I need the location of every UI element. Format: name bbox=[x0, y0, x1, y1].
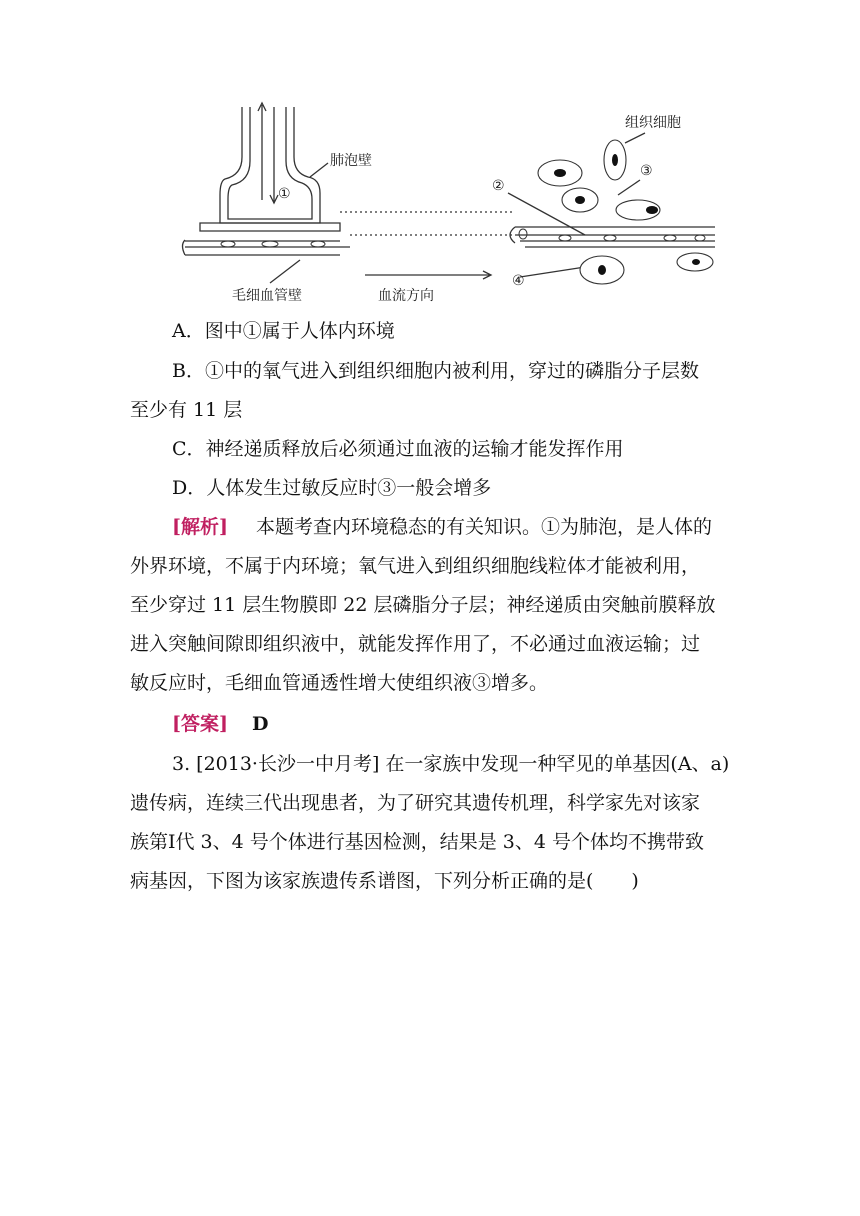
option-d: D．人体发生过敏反应时③一般会增多 bbox=[172, 477, 492, 499]
option-b-line2: 至少有 11 层 bbox=[130, 399, 243, 421]
question3-line4: 病基因，下图为该家族遗传系谱图，下列分析正确的是( ) bbox=[130, 870, 639, 892]
label-alveolar-wall: 肺泡壁 bbox=[330, 153, 372, 169]
diagram-alveolus-capillary bbox=[170, 95, 730, 310]
analysis-line3: 至少穿过 11 层生物膜即 22 层磷脂分子层；神经递质由突触前膜释放 bbox=[130, 594, 716, 616]
analysis-line4: 进入突触间隙即组织液中，就能发挥作用了，不必通过血液运输；过 bbox=[130, 633, 701, 655]
label-3: ③ bbox=[640, 163, 653, 179]
alveolus-outline bbox=[220, 107, 320, 223]
analysis-line5: 敏反应时，毛细血管通透性增大使组织液③增多。 bbox=[130, 672, 549, 694]
option-a: A．图中①属于人体内环境 bbox=[172, 320, 395, 342]
label-4: ④ bbox=[512, 273, 525, 289]
answer-line bbox=[172, 711, 860, 737]
answer-value: D bbox=[252, 713, 269, 735]
analysis-text1: 本题考查内环境稳态的有关知识。①为肺泡，是人体的 bbox=[256, 516, 713, 538]
question3-line2: 遗传病，连续三代出现患者，为了研究其遗传机理，科学家先对该家 bbox=[130, 792, 701, 814]
analysis-tag: [解析] bbox=[172, 516, 228, 538]
label-blood-flow: 血流方向 bbox=[378, 288, 434, 304]
question3-line3: 族第Ⅰ代 3、4 号个体进行基因检测，结果是 3、4 号个体均不携带致 bbox=[130, 831, 705, 853]
analysis-line2: 外界环境，不属于内环境；氧气进入到组织细胞线粒体才能被利用， bbox=[130, 555, 701, 577]
option-b-line1: B．①中的氧气进入到组织细胞内被利用，穿过的磷脂分子层数 bbox=[172, 360, 699, 382]
option-c: C．神经递质释放后必须通过血液的运输才能发挥作用 bbox=[172, 438, 624, 460]
analysis-line1 bbox=[172, 514, 860, 540]
label-capillary-wall: 毛细血管壁 bbox=[232, 288, 302, 304]
question3-line1: 3. [2013·长沙一中月考] 在一家族中发现一种罕见的单基因(A、a) bbox=[172, 753, 730, 775]
label-1: ① bbox=[278, 186, 291, 202]
tissue-cells bbox=[538, 140, 713, 284]
answer-tag: [答案] bbox=[172, 713, 228, 735]
red-blood-cells bbox=[221, 229, 705, 247]
label-2: ② bbox=[492, 178, 505, 194]
label-tissue-cell: 组织细胞 bbox=[625, 115, 681, 131]
